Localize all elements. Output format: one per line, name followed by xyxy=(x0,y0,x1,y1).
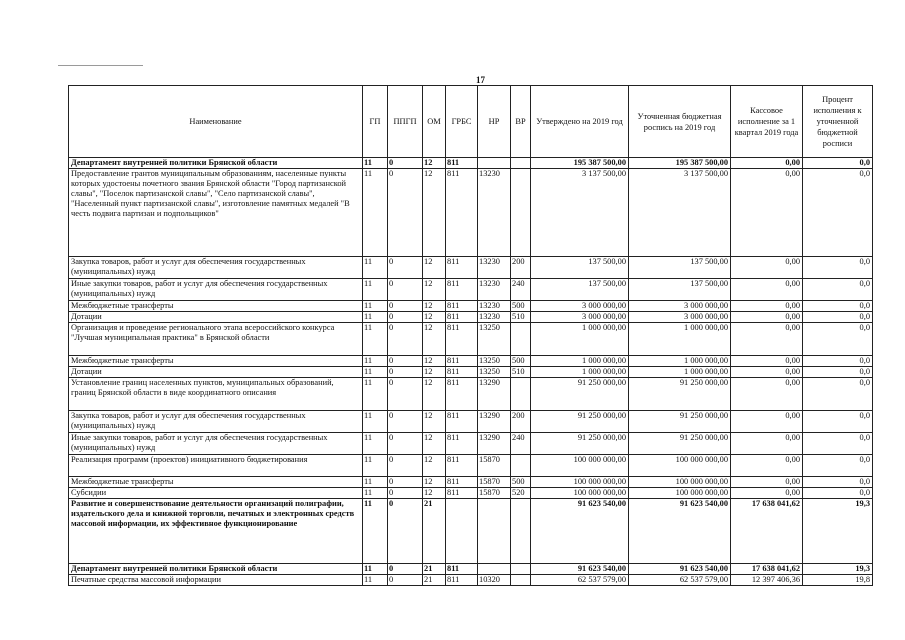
cell-om: 12 xyxy=(423,301,446,312)
cell-refined: 100 000 000,00 xyxy=(629,488,731,499)
cell-name: Дотации xyxy=(69,367,363,378)
cell-vr: 510 xyxy=(511,312,531,323)
table-row xyxy=(69,301,873,312)
cell-om: 12 xyxy=(423,488,446,499)
cell-om: 12 xyxy=(423,378,446,411)
table-row xyxy=(69,499,873,564)
cell-approved: 100 000 000,00 xyxy=(531,477,629,488)
cell-refined: 1 000 000,00 xyxy=(629,323,731,356)
header-percent: Процент исполнения к уточненной бюджетной росписи xyxy=(803,86,873,158)
cell-ppgp: 0 xyxy=(388,158,423,169)
cell-np: 13250 xyxy=(478,356,511,367)
table-row xyxy=(69,488,873,499)
cell-om: 21 xyxy=(423,499,446,564)
header-grbs: ГРБС xyxy=(446,86,478,158)
cell-grbs: 811 xyxy=(446,575,478,586)
cell-vr: 240 xyxy=(511,433,531,455)
cell-grbs: 811 xyxy=(446,323,478,356)
cell-refined: 100 000 000,00 xyxy=(629,455,731,477)
cell-approved: 137 500,00 xyxy=(531,279,629,301)
cell-approved: 91 250 000,00 xyxy=(531,411,629,433)
table-row xyxy=(69,455,873,477)
cell-percent: 0,0 xyxy=(803,323,873,356)
cell-gp: 11 xyxy=(363,169,388,257)
cell-ppgp: 0 xyxy=(388,356,423,367)
cell-cash: 17 638 041,62 xyxy=(731,564,803,575)
cell-approved: 3 000 000,00 xyxy=(531,312,629,323)
cell-np xyxy=(478,499,511,564)
cell-om: 12 xyxy=(423,433,446,455)
cell-percent: 19,3 xyxy=(803,499,873,564)
cell-refined: 91 623 540,00 xyxy=(629,564,731,575)
cell-percent: 0,0 xyxy=(803,301,873,312)
cell-cash: 0,00 xyxy=(731,455,803,477)
cell-approved: 100 000 000,00 xyxy=(531,488,629,499)
cell-approved: 3 000 000,00 xyxy=(531,301,629,312)
cell-approved: 3 137 500,00 xyxy=(531,169,629,257)
cell-refined: 91 250 000,00 xyxy=(629,411,731,433)
cell-om: 12 xyxy=(423,169,446,257)
cell-vr: 500 xyxy=(511,356,531,367)
cell-om: 12 xyxy=(423,367,446,378)
table-row xyxy=(69,477,873,488)
cell-np: 13250 xyxy=(478,323,511,356)
cell-gp: 11 xyxy=(363,301,388,312)
cell-np: 13230 xyxy=(478,279,511,301)
cell-approved: 91 250 000,00 xyxy=(531,378,629,411)
cell-approved: 91 623 540,00 xyxy=(531,564,629,575)
page-number: 17 xyxy=(476,75,485,85)
cell-om: 12 xyxy=(423,411,446,433)
cell-grbs: 811 xyxy=(446,279,478,301)
cell-vr xyxy=(511,323,531,356)
cell-gp: 11 xyxy=(363,378,388,411)
cell-cash: 0,00 xyxy=(731,378,803,411)
cell-refined: 195 387 500,00 xyxy=(629,158,731,169)
cell-name: Предоставление грантов муниципальным образованиям, населенные пункты которых удостоены почетного звания Брянской области "Город партизанской славы", "Поселок партизанской славы", "Село партизанской славы", "Населенный пункт партизанской славы", изготовление памятных медалей "В честь подвига партизан и подпольщиков" xyxy=(69,169,363,257)
cell-cash: 0,00 xyxy=(731,488,803,499)
cell-refined: 137 500,00 xyxy=(629,279,731,301)
cell-name: Субсидии xyxy=(69,488,363,499)
cell-gp: 11 xyxy=(363,411,388,433)
cell-name: Развитие и совершенствование деятельности организаций полиграфии, издательского дела и книжной торговли, печатных и электронных средств массовой информации, их эффективное функционирование xyxy=(69,499,363,564)
header-np: НР xyxy=(478,86,511,158)
cell-vr xyxy=(511,564,531,575)
cell-grbs: 811 xyxy=(446,367,478,378)
cell-refined: 91 250 000,00 xyxy=(629,378,731,411)
cell-refined: 1 000 000,00 xyxy=(629,356,731,367)
cell-percent: 0,0 xyxy=(803,433,873,455)
cell-gp: 11 xyxy=(363,564,388,575)
cell-om: 12 xyxy=(423,158,446,169)
cell-cash: 0,00 xyxy=(731,169,803,257)
cell-ppgp: 0 xyxy=(388,378,423,411)
cell-grbs: 811 xyxy=(446,158,478,169)
table-row xyxy=(69,356,873,367)
cell-vr: 500 xyxy=(511,301,531,312)
cell-name: Межбюджетные трансферты xyxy=(69,356,363,367)
cell-vr xyxy=(511,169,531,257)
cell-om: 12 xyxy=(423,323,446,356)
table-row xyxy=(69,257,873,279)
cell-cash: 0,00 xyxy=(731,279,803,301)
cell-name: Иные закупки товаров, работ и услуг для обеспечения государственных (муниципальных) нужд xyxy=(69,433,363,455)
cell-gp: 11 xyxy=(363,257,388,279)
table-row xyxy=(69,323,873,356)
table-row xyxy=(69,411,873,433)
cell-ppgp: 0 xyxy=(388,433,423,455)
cell-np: 13230 xyxy=(478,257,511,279)
cell-cash: 0,00 xyxy=(731,323,803,356)
cell-om: 12 xyxy=(423,455,446,477)
cell-approved: 195 387 500,00 xyxy=(531,158,629,169)
cell-percent: 0,0 xyxy=(803,356,873,367)
cell-gp: 11 xyxy=(363,488,388,499)
cell-grbs: 811 xyxy=(446,301,478,312)
cell-cash: 0,00 xyxy=(731,433,803,455)
cell-percent: 0,0 xyxy=(803,279,873,301)
table-row xyxy=(69,575,873,586)
header-rule xyxy=(58,65,143,66)
cell-vr: 240 xyxy=(511,279,531,301)
cell-percent: 0,0 xyxy=(803,378,873,411)
cell-grbs: 811 xyxy=(446,312,478,323)
cell-ppgp: 0 xyxy=(388,301,423,312)
cell-grbs: 811 xyxy=(446,477,478,488)
cell-vr: 500 xyxy=(511,477,531,488)
cell-gp: 11 xyxy=(363,455,388,477)
cell-percent: 0,0 xyxy=(803,312,873,323)
cell-ppgp: 0 xyxy=(388,575,423,586)
cell-cash: 0,00 xyxy=(731,367,803,378)
cell-name: Установление границ населенных пунктов, муниципальных образований, границ Брянской области в виде координатного описания xyxy=(69,378,363,411)
budget-table xyxy=(68,85,873,586)
header-vr: ВР xyxy=(511,86,531,158)
cell-vr: 200 xyxy=(511,411,531,433)
cell-grbs: 811 xyxy=(446,564,478,575)
cell-name: Реализация программ (проектов) инициативного бюджетирования xyxy=(69,455,363,477)
cell-refined: 100 000 000,00 xyxy=(629,477,731,488)
cell-name: Иные закупки товаров, работ и услуг для обеспечения государственных (муниципальных) нужд xyxy=(69,279,363,301)
cell-cash: 12 397 406,36 xyxy=(731,575,803,586)
cell-gp: 11 xyxy=(363,477,388,488)
cell-percent: 0,0 xyxy=(803,477,873,488)
cell-gp: 11 xyxy=(363,312,388,323)
cell-gp: 11 xyxy=(363,575,388,586)
cell-gp: 11 xyxy=(363,433,388,455)
table-row xyxy=(69,169,873,257)
cell-refined: 91 623 540,00 xyxy=(629,499,731,564)
cell-percent: 0,0 xyxy=(803,488,873,499)
table-row xyxy=(69,158,873,169)
cell-cash: 0,00 xyxy=(731,411,803,433)
cell-approved: 62 537 579,00 xyxy=(531,575,629,586)
cell-approved: 91 250 000,00 xyxy=(531,433,629,455)
cell-gp: 11 xyxy=(363,279,388,301)
cell-vr xyxy=(511,378,531,411)
cell-np: 13250 xyxy=(478,367,511,378)
cell-vr xyxy=(511,499,531,564)
cell-np xyxy=(478,158,511,169)
cell-np: 13290 xyxy=(478,433,511,455)
cell-approved: 1 000 000,00 xyxy=(531,323,629,356)
cell-name: Дотации xyxy=(69,312,363,323)
header-cash: Кассовое исполнение за 1 квартал 2019 года xyxy=(731,86,803,158)
cell-name: Департамент внутренней политики Брянской области xyxy=(69,564,363,575)
cell-grbs: 811 xyxy=(446,455,478,477)
cell-percent: 19,3 xyxy=(803,564,873,575)
table-body xyxy=(69,158,873,586)
header-refined: Уточненная бюджетная роспись на 2019 год xyxy=(629,86,731,158)
cell-percent: 0,0 xyxy=(803,367,873,378)
cell-approved: 1 000 000,00 xyxy=(531,367,629,378)
cell-om: 12 xyxy=(423,257,446,279)
cell-ppgp: 0 xyxy=(388,488,423,499)
cell-grbs: 811 xyxy=(446,356,478,367)
cell-np: 10320 xyxy=(478,575,511,586)
cell-ppgp: 0 xyxy=(388,455,423,477)
cell-vr: 200 xyxy=(511,257,531,279)
cell-vr xyxy=(511,158,531,169)
cell-om: 21 xyxy=(423,564,446,575)
cell-cash: 0,00 xyxy=(731,301,803,312)
cell-om: 12 xyxy=(423,356,446,367)
cell-refined: 91 250 000,00 xyxy=(629,433,731,455)
cell-np: 13290 xyxy=(478,411,511,433)
cell-ppgp: 0 xyxy=(388,499,423,564)
cell-vr xyxy=(511,575,531,586)
header-name: Наименование xyxy=(69,86,363,158)
cell-ppgp: 0 xyxy=(388,564,423,575)
cell-np xyxy=(478,564,511,575)
header-approved: Утверждено на 2019 год xyxy=(531,86,629,158)
header-gp: ГП xyxy=(363,86,388,158)
header-ppgp: ППГП xyxy=(388,86,423,158)
table-header xyxy=(69,86,873,158)
header-om: ОМ xyxy=(423,86,446,158)
cell-np: 13230 xyxy=(478,312,511,323)
cell-refined: 62 537 579,00 xyxy=(629,575,731,586)
cell-om: 12 xyxy=(423,279,446,301)
cell-name: Закупка товаров, работ и услуг для обеспечения государственных (муниципальных) нужд xyxy=(69,411,363,433)
cell-percent: 19,8 xyxy=(803,575,873,586)
cell-ppgp: 0 xyxy=(388,323,423,356)
cell-np: 15870 xyxy=(478,477,511,488)
cell-np: 13230 xyxy=(478,301,511,312)
cell-cash: 0,00 xyxy=(731,257,803,279)
cell-gp: 11 xyxy=(363,499,388,564)
cell-name: Межбюджетные трансферты xyxy=(69,477,363,488)
cell-grbs: 811 xyxy=(446,257,478,279)
cell-gp: 11 xyxy=(363,323,388,356)
cell-vr xyxy=(511,455,531,477)
cell-approved: 91 623 540,00 xyxy=(531,499,629,564)
cell-percent: 0,0 xyxy=(803,455,873,477)
cell-np: 15870 xyxy=(478,488,511,499)
cell-vr: 520 xyxy=(511,488,531,499)
cell-np: 13290 xyxy=(478,378,511,411)
cell-ppgp: 0 xyxy=(388,367,423,378)
cell-name: Департамент внутренней политики Брянской области xyxy=(69,158,363,169)
cell-name: Закупка товаров, работ и услуг для обеспечения государственных (муниципальных) нужд xyxy=(69,257,363,279)
cell-ppgp: 0 xyxy=(388,411,423,433)
cell-om: 12 xyxy=(423,312,446,323)
table-row xyxy=(69,433,873,455)
cell-approved: 100 000 000,00 xyxy=(531,455,629,477)
cell-grbs xyxy=(446,499,478,564)
cell-gp: 11 xyxy=(363,367,388,378)
cell-ppgp: 0 xyxy=(388,257,423,279)
table-row xyxy=(69,312,873,323)
cell-name: Организация и проведение регионального этапа всероссийского конкурса "Лучшая муниципальная практика" в Брянской области xyxy=(69,323,363,356)
table-row xyxy=(69,279,873,301)
cell-grbs: 811 xyxy=(446,169,478,257)
cell-name: Печатные средства массовой информации xyxy=(69,575,363,586)
cell-percent: 0,0 xyxy=(803,411,873,433)
cell-cash: 0,00 xyxy=(731,312,803,323)
cell-grbs: 811 xyxy=(446,433,478,455)
cell-cash: 0,00 xyxy=(731,356,803,367)
cell-percent: 0,0 xyxy=(803,257,873,279)
cell-cash: 0,00 xyxy=(731,158,803,169)
cell-ppgp: 0 xyxy=(388,279,423,301)
cell-grbs: 811 xyxy=(446,378,478,411)
table-row xyxy=(69,378,873,411)
cell-om: 12 xyxy=(423,477,446,488)
cell-percent: 0,0 xyxy=(803,158,873,169)
table-row xyxy=(69,367,873,378)
cell-refined: 137 500,00 xyxy=(629,257,731,279)
cell-approved: 137 500,00 xyxy=(531,257,629,279)
cell-percent: 0,0 xyxy=(803,169,873,257)
cell-refined: 3 000 000,00 xyxy=(629,301,731,312)
cell-ppgp: 0 xyxy=(388,312,423,323)
cell-np: 13230 xyxy=(478,169,511,257)
cell-refined: 1 000 000,00 xyxy=(629,367,731,378)
cell-gp: 11 xyxy=(363,356,388,367)
cell-name: Межбюджетные трансферты xyxy=(69,301,363,312)
cell-np: 15870 xyxy=(478,455,511,477)
cell-grbs: 811 xyxy=(446,411,478,433)
cell-ppgp: 0 xyxy=(388,169,423,257)
cell-ppgp: 0 xyxy=(388,477,423,488)
cell-om: 21 xyxy=(423,575,446,586)
cell-grbs: 811 xyxy=(446,488,478,499)
cell-vr: 510 xyxy=(511,367,531,378)
cell-gp: 11 xyxy=(363,158,388,169)
cell-approved: 1 000 000,00 xyxy=(531,356,629,367)
cell-refined: 3 000 000,00 xyxy=(629,312,731,323)
cell-cash: 0,00 xyxy=(731,477,803,488)
cell-refined: 3 137 500,00 xyxy=(629,169,731,257)
cell-cash: 17 638 041,62 xyxy=(731,499,803,564)
table-row xyxy=(69,564,873,575)
